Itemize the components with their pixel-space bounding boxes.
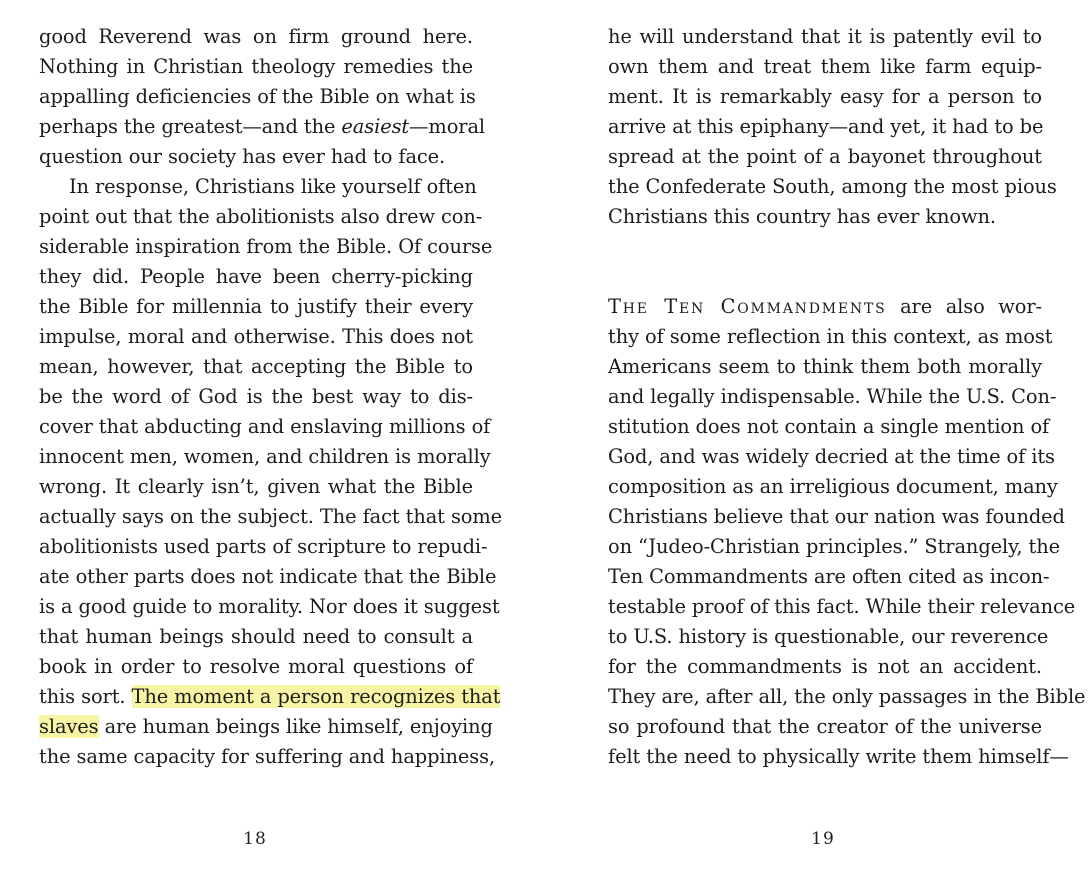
section-lead-in: The Ten Commandments [608, 295, 887, 318]
text-line: on “Judeo-Christian principles.” Strangely, the [608, 535, 1060, 558]
text-line: Christians this country has ever known. [608, 205, 996, 228]
right-page-text[interactable] [608, 22, 1086, 772]
text-line-start: this sort. [39, 685, 132, 708]
text-line-end: are also wor- [886, 295, 1042, 318]
text-line: and legally indispensable. While the U.S. Con- [608, 385, 1057, 408]
text-line: appalling deficiencies of the Bible on what is [39, 85, 476, 108]
text-line: they did. People have been cherry-picking [39, 265, 473, 288]
text-line [39, 712, 493, 742]
text-line: so profound that the creator of the universe [608, 715, 1042, 738]
text-line: he will understand that it is patently evil to [608, 25, 1042, 48]
text-line: Americans seem to think them both morally [608, 355, 1042, 378]
text-line: innocent men, women, and children is morally [39, 445, 491, 468]
text-line [39, 682, 501, 712]
text-line: God, and was widely decried at the time of its [608, 445, 1055, 468]
text-line: testable proof of this fact. While their relevance [608, 595, 1076, 618]
section-break [608, 232, 1042, 292]
section-start-line [608, 292, 1042, 322]
text-line [39, 112, 486, 142]
text-line: book in order to resolve moral questions of [39, 655, 473, 678]
text-line: felt the need to physically write them himself— [608, 745, 1069, 768]
text-line: the same capacity for suffering and happiness, [39, 745, 496, 768]
text-line: stitution does not contain a single mention of [608, 415, 1050, 438]
text-line: actually says on the subject. The fact that some [39, 505, 503, 528]
italic-word: easiest [341, 115, 410, 138]
text-line: good Reverend was on firm ground here. [39, 25, 473, 48]
text-line: be the word of God is the best way to dis- [39, 385, 473, 408]
text-line: Christians believe that our nation was founded [608, 505, 1065, 528]
left-page-text[interactable] [39, 22, 503, 772]
text-line: that human beings should need to consult a [39, 625, 473, 648]
text-line: arrive at this epiphany—and yet, it had to be [608, 115, 1044, 138]
text-line: ate other parts does not indicate that the Bible [39, 565, 497, 588]
text-line: impulse, moral and otherwise. This does not [39, 325, 473, 348]
text-line: is a good guide to morality. Nor does it suggest [39, 595, 500, 618]
paragraph-start-line: In response, Christians like yourself often [69, 175, 477, 198]
text-line: abolitionists used parts of scripture to repudi- [39, 535, 488, 558]
text-line: spread at the point of a bayonet throughout [608, 145, 1042, 168]
text-line: question our society has ever had to face. [39, 145, 446, 168]
text-line: wrong. It clearly isn’t, given what the Bible [39, 475, 473, 498]
left-page [39, 22, 503, 772]
highlighted-text[interactable]: The moment a person recognizes that [131, 685, 501, 708]
text-line-end: —moral [409, 115, 486, 138]
text-line: the Confederate South, among the most pious [608, 175, 1057, 198]
text-line: to U.S. history is questionable, our reverence [608, 625, 1049, 648]
text-line: for the commandments is not an accident. [608, 655, 1042, 678]
text-line: Nothing in Christian theology remedies the [39, 55, 473, 78]
highlighted-text[interactable]: slaves [39, 715, 99, 738]
text-line: cover that abducting and enslaving millions of [39, 415, 491, 438]
text-line-start: perhaps the greatest—and the [39, 115, 342, 138]
text-line: own them and treat them like farm equip- [608, 55, 1042, 78]
right-page [608, 22, 1086, 772]
text-line-end: are human beings like himself, enjoying [98, 715, 493, 738]
page-number-left: 18 [243, 829, 267, 849]
text-line: composition as an irreligious document, many [608, 475, 1058, 498]
text-line: point out that the abolitionists also drew con- [39, 205, 483, 228]
text-line: ment. It is remarkably easy for a person to [608, 85, 1042, 108]
text-line: the Bible for millennia to justify their every [39, 295, 473, 318]
text-line: mean, however, that accepting the Bible to [39, 355, 473, 378]
page-number-right: 19 [811, 829, 835, 849]
text-line: thy of some reflection in this context, as most [608, 325, 1053, 348]
text-line: They are, after all, the only passages in the Bible [608, 685, 1086, 708]
text-line: siderable inspiration from the Bible. Of course [39, 235, 493, 258]
text-line: Ten Commandments are often cited as incon- [608, 565, 1050, 588]
